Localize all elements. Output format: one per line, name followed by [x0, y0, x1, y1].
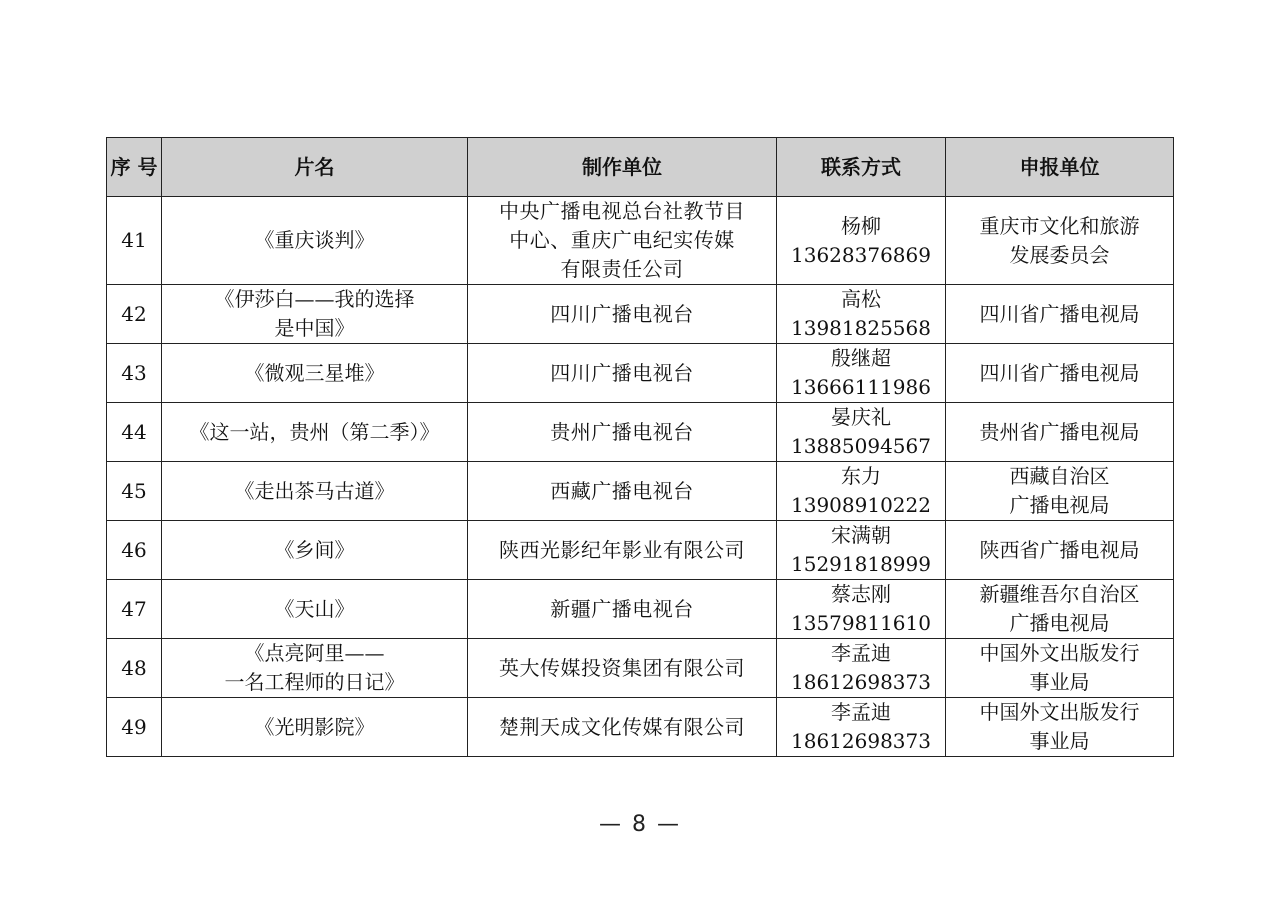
producer-line: 有限责任公司: [560, 257, 684, 281]
program-table: [106, 137, 1174, 757]
contact-phone: 13908910222: [791, 493, 931, 517]
table-row: [107, 639, 1174, 698]
applicant-line: 四川省广播电视局: [979, 301, 1140, 326]
contact-phone: 13981825568: [791, 316, 931, 340]
contact-phone: 13666111986: [791, 375, 931, 399]
page-number: — 8 —: [599, 812, 681, 837]
header-applicant: 申报单位: [946, 138, 1174, 197]
cell-contact: [777, 462, 946, 521]
cell-applicant: [946, 403, 1174, 462]
cell-applicant: [946, 197, 1174, 285]
applicant-line: 四川省广播电视局: [979, 360, 1140, 385]
title-line: 《天山》: [274, 596, 355, 621]
cell-seq: 48: [107, 639, 162, 698]
applicant-line: 重庆市文化和旅游: [979, 213, 1140, 238]
contact-phone: 13885094567: [791, 434, 931, 458]
applicant-line: 贵州省广播电视局: [979, 419, 1140, 444]
cell-seq: 49: [107, 698, 162, 757]
contact-name: 东力: [841, 464, 881, 488]
table-row: [107, 285, 1174, 344]
contact-name: 杨柳: [841, 213, 881, 238]
producer-line: 英大传媒投资集团有限公司: [499, 655, 745, 680]
cell-producer: [468, 580, 777, 639]
cell-applicant: [946, 521, 1174, 580]
cell-contact: [777, 344, 946, 403]
applicant-line: 西藏自治区: [1009, 464, 1110, 488]
table-row: [107, 521, 1174, 580]
header-title: 片名: [162, 138, 468, 197]
cell-producer: [468, 521, 777, 580]
producer-line: 贵州广播电视台: [550, 419, 694, 444]
cell-title: [162, 698, 468, 757]
header-contact: 联系方式: [777, 138, 946, 197]
title-line: 《重庆谈判》: [254, 228, 375, 252]
producer-line: 陕西光影纪年影业有限公司: [499, 537, 745, 562]
cell-producer: [468, 197, 777, 285]
header-producer: 制作单位: [468, 138, 777, 197]
cell-applicant: [946, 285, 1174, 344]
table-row: [107, 197, 1174, 285]
table-row: [107, 462, 1174, 521]
contact-name: 高松: [841, 287, 881, 311]
cell-seq: 42: [107, 285, 162, 344]
applicant-line: 事业局: [1029, 729, 1090, 753]
cell-seq: 46: [107, 521, 162, 580]
header-seq: [107, 138, 162, 197]
cell-applicant: [946, 639, 1174, 698]
cell-contact: [777, 639, 946, 698]
cell-contact: [777, 197, 946, 285]
cell-title: [162, 521, 468, 580]
cell-title: [162, 197, 468, 285]
cell-seq: 45: [107, 462, 162, 521]
cell-producer: [468, 285, 777, 344]
cell-producer: [468, 639, 777, 698]
contact-phone: 13579811610: [791, 611, 931, 635]
title-line: 《乡间》: [274, 537, 355, 562]
contact-name: 殷继超: [831, 346, 891, 370]
header-seq-line2: 号: [137, 155, 158, 179]
producer-line: 中央广播电视总台社教节目: [499, 199, 745, 223]
title-line: 《光明影院》: [254, 714, 375, 739]
applicant-line: 发展委员会: [1009, 242, 1110, 267]
cell-contact: [777, 580, 946, 639]
title-line: 是中国》: [274, 316, 355, 340]
applicant-line: 中国外文出版发行: [979, 641, 1140, 665]
producer-line: 四川广播电视台: [550, 301, 694, 326]
title-line: 《微观三星堆》: [244, 360, 385, 385]
cell-seq: 47: [107, 580, 162, 639]
title-line: 《走出茶马古道》: [234, 478, 395, 503]
cell-title: [162, 403, 468, 462]
cell-seq: 41: [107, 197, 162, 285]
cell-contact: [777, 285, 946, 344]
cell-contact: [777, 698, 946, 757]
cell-applicant: [946, 344, 1174, 403]
cell-title: [162, 285, 468, 344]
producer-line: 楚荆天成文化传媒有限公司: [499, 714, 745, 739]
applicant-line: 事业局: [1029, 670, 1090, 694]
cell-producer: [468, 403, 777, 462]
cell-contact: [777, 403, 946, 462]
producer-line: 西藏广播电视台: [550, 478, 694, 503]
contact-name: 李孟迪: [831, 641, 891, 665]
contact-name: 宋满朝: [831, 523, 891, 547]
producer-line: 新疆广播电视台: [550, 596, 694, 621]
cell-applicant: [946, 462, 1174, 521]
cell-title: [162, 344, 468, 403]
applicant-line: 陕西省广播电视局: [979, 537, 1140, 562]
table-row: [107, 580, 1174, 639]
table-row: [107, 698, 1174, 757]
table-row: [107, 344, 1174, 403]
cell-producer: [468, 344, 777, 403]
producer-line: 中心、重庆广电纪实传媒: [509, 228, 735, 252]
contact-name: 蔡志刚: [831, 582, 891, 606]
applicant-line: 中国外文出版发行: [979, 700, 1140, 724]
cell-producer: [468, 698, 777, 757]
producer-line: 四川广播电视台: [550, 360, 694, 385]
title-line: 一名工程师的日记》: [224, 670, 405, 694]
cell-seq: 43: [107, 344, 162, 403]
cell-applicant: [946, 698, 1174, 757]
contact-phone: 18612698373: [791, 670, 931, 694]
contact-name: 晏庆礼: [831, 405, 891, 429]
header-seq-line1: 序: [110, 155, 131, 179]
cell-producer: [468, 462, 777, 521]
cell-seq: 44: [107, 403, 162, 462]
applicant-line: 广播电视局: [1009, 493, 1110, 517]
contact-name: 李孟迪: [831, 700, 891, 724]
cell-title: [162, 462, 468, 521]
contact-phone: 15291818999: [791, 552, 931, 576]
title-line: 《伊莎白——我的选择: [214, 287, 415, 311]
cell-title: [162, 580, 468, 639]
cell-applicant: [946, 580, 1174, 639]
title-line: 《这一站，贵州（第二季）》: [189, 419, 440, 444]
applicant-line: 广播电视局: [1009, 611, 1110, 635]
table-header-row: [107, 138, 1174, 197]
contact-phone: 13628376869: [791, 242, 931, 267]
table-row: [107, 403, 1174, 462]
applicant-line: 新疆维吾尔自治区: [979, 582, 1140, 606]
cell-title: [162, 639, 468, 698]
title-line: 《点亮阿里——: [244, 641, 385, 665]
contact-phone: 18612698373: [791, 729, 931, 753]
cell-contact: [777, 521, 946, 580]
